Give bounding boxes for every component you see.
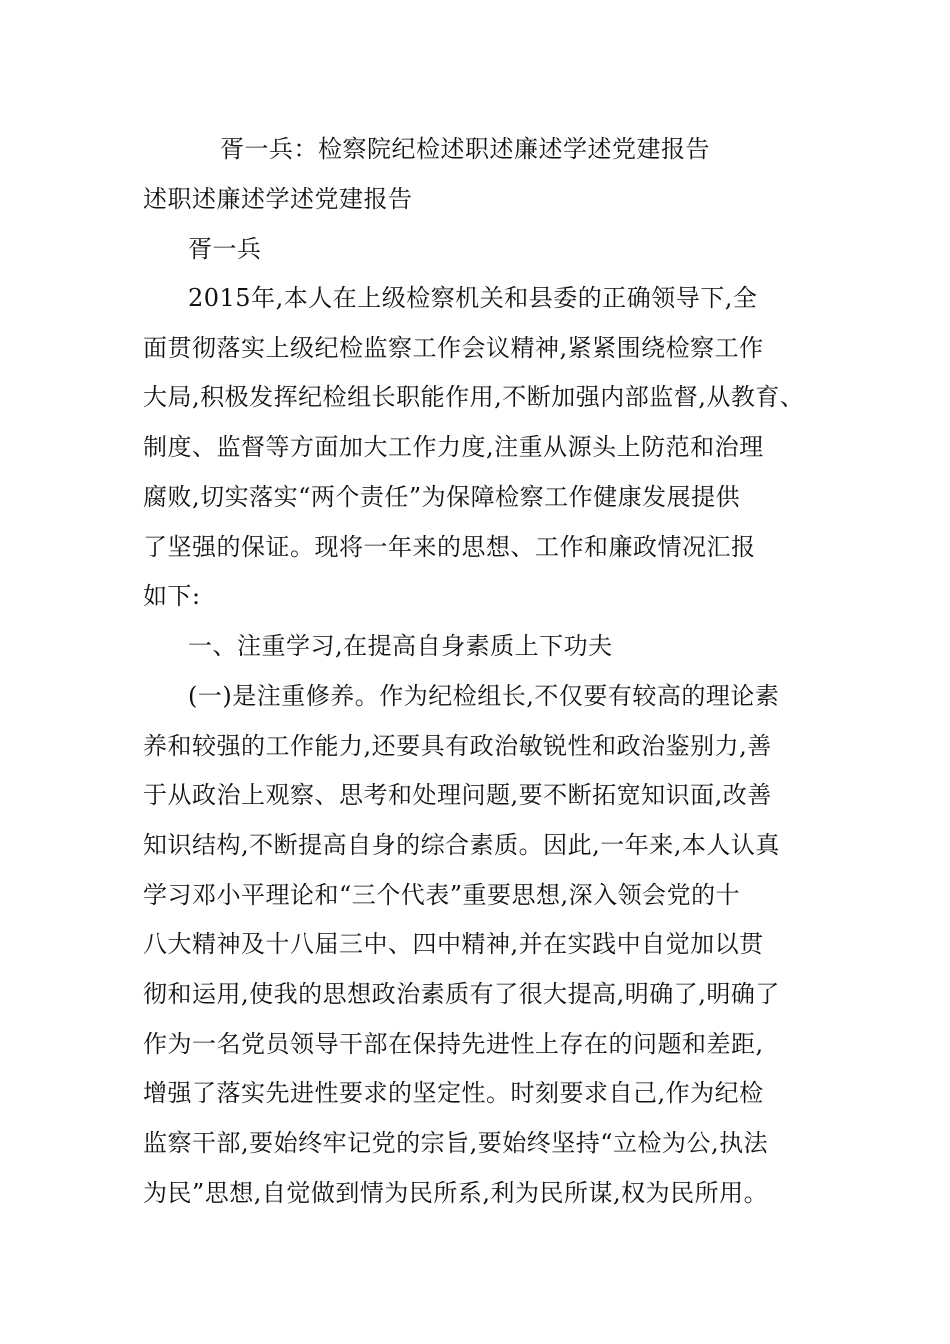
document-subtitle: 述职述廉述学述党建报告 <box>143 185 413 213</box>
paragraph-2-line: 增强了落实先进性要求的坚定性。时刻要求自己,作为纪检 <box>143 1079 764 1107</box>
paragraph-2-line: 作为一名党员领导干部在保持先进性上存在的问题和差距, <box>143 1030 764 1058</box>
paragraph-2-line: 养和较强的工作能力,还要具有政治敏锐性和政治鉴别力,善 <box>143 732 772 760</box>
paragraph-2-line: 为民”思想,自觉做到情为民所系,利为民所谋,权为民所用。 <box>143 1179 769 1207</box>
paragraph-2-line: 八大精神及十八届三中、四中精神,并在实践中自觉加以贯 <box>143 930 764 958</box>
document-author: 胥一兵 <box>188 235 262 263</box>
section-1-heading: 一、注重学习,在提高自身素质上下功夫 <box>188 632 613 660</box>
paragraph-1-line: 制度、监督等方面加大工作力度,注重从源头上防范和治理 <box>143 433 764 461</box>
paragraph-2-line: (一)是注重修养。作为纪检组长,不仅要有较高的理论素 <box>188 682 780 710</box>
paragraph-1-line: 大局,积极发挥纪检组长职能作用,不断加强内部监督,从教育、 <box>143 383 805 411</box>
paragraph-1-line: 腐败,切实落实“两个责任”为保障检察工作健康发展提供 <box>143 483 741 511</box>
paragraph-2-line: 学习邓小平理论和“三个代表”重要思想,深入领会党的十 <box>143 881 741 909</box>
paragraph-1-line: 面贯彻落实上级纪检监察工作会议精神,紧紧围绕检察工作 <box>143 334 764 362</box>
paragraph-2-line: 知识结构,不断提高自身的综合素质。因此,一年来,本人认真 <box>143 831 780 859</box>
paragraph-1-line: 如下: <box>143 582 201 610</box>
paragraph-2-line: 彻和运用,使我的思想政治素质有了很大提高,明确了,明确了 <box>143 980 780 1008</box>
paragraph-1-line: 2015年,本人在上级检察机关和县委的正确领导下,全 <box>188 284 758 312</box>
paragraph-1-line: 了坚强的保证。现将一年来的思想、工作和廉政情况汇报 <box>143 533 756 561</box>
paragraph-2-line: 监察干部,要始终牢记党的宗旨,要始终坚持“立检为公,执法 <box>143 1129 769 1157</box>
paragraph-2-line: 于从政治上观察、思考和处理问题,要不断拓宽知识面,改善 <box>143 781 772 809</box>
document-title: 胥一兵：检察院纪检述职述廉述学述党建报告 <box>220 135 710 163</box>
